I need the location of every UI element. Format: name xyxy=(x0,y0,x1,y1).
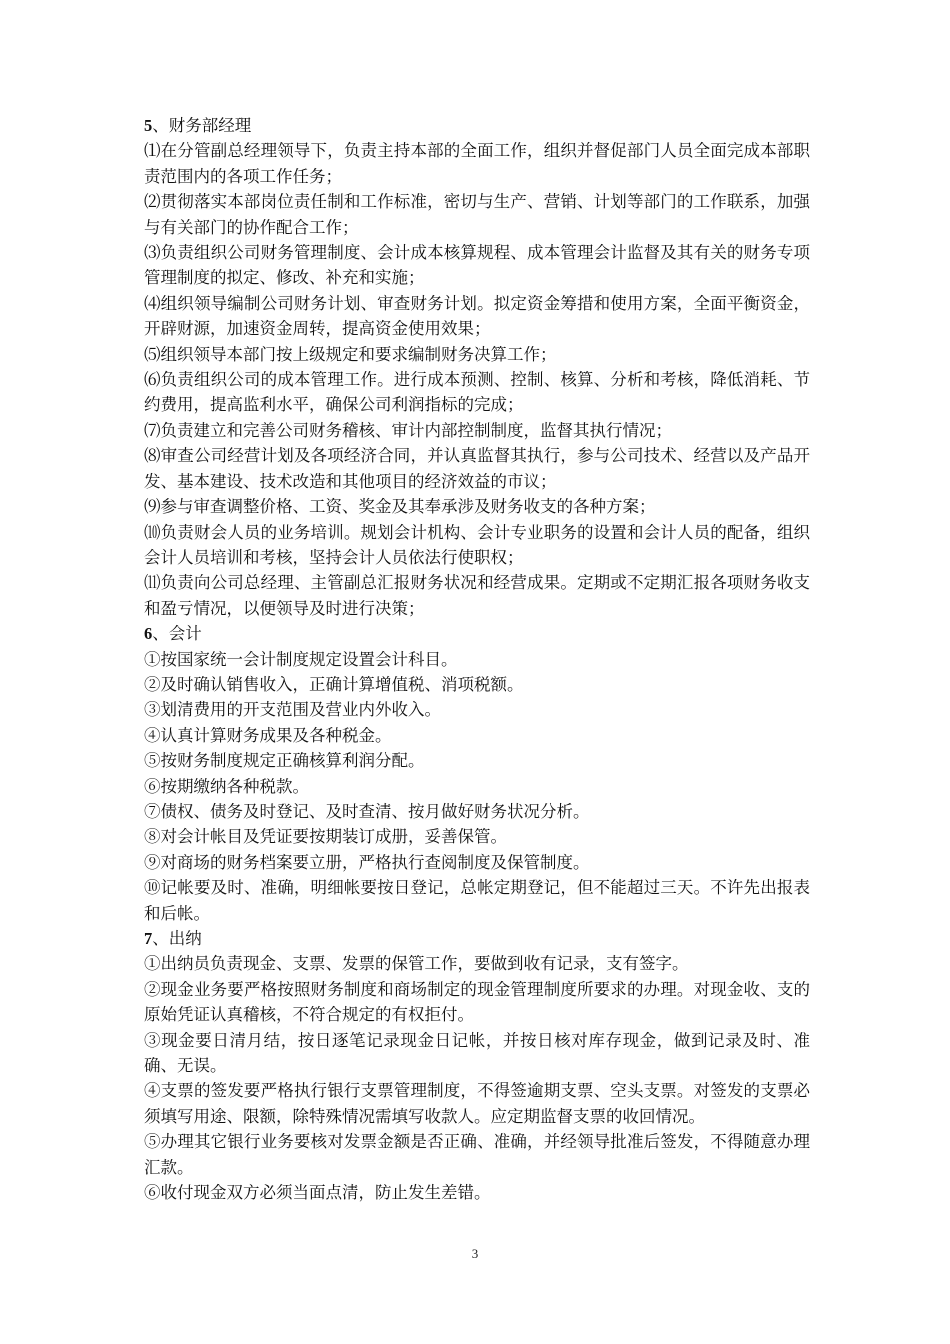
list-item: ⑦债权、债务及时登记、及时查清、按月做好财务状况分析。 xyxy=(144,801,590,821)
list-item: ③现金要日清月结，按日逐笔记录现金日记帐，并按日核对库存现金，做到记录及时、准确、无误。 xyxy=(144,1030,810,1076)
list-item: ⑨对商场的财务档案要立册，严格执行查阅制度及保管制度。 xyxy=(144,852,590,872)
list-item: ⑥按期缴纳各种税款。 xyxy=(144,776,309,796)
list-item: ⑷组织领导编制公司财务计划、审查财务计划。拟定资金筹措和使用方案，全面平衡资金，开辟财源，加速资金周转，提高资金使用效果； xyxy=(144,293,810,339)
section-number: 7 xyxy=(144,929,153,948)
list-item: ⑹负责组织公司的成本管理工作。进行成本预测、控制、核算、分析和考核，降低消耗、节约费用，提高监利水平，确保公司利润指标的完成； xyxy=(144,370,810,415)
list-item: ⑤办理其它银行业务要核对发票金额是否正确、准确，并经领导批准后签发，不得随意办理汇款。 xyxy=(144,1132,810,1177)
list-item: ⑩记帐要及时、准确，明细帐要按日登记，总帐定期登记，但不能超过三天。不许先出报表和后帐。 xyxy=(144,878,810,923)
list-item: ⑾负责向公司总经理、主管副总汇报财务状况和经营成果。定期或不定期汇报各项财务收支和盈亏情况，以便领导及时进行决策； xyxy=(144,573,810,618)
section-heading-5 xyxy=(144,113,810,138)
list-item: ⑥收付现金双方必须当面点清，防止发生差错。 xyxy=(144,1183,491,1203)
list-item: ④认真计算财务成果及各种税金。 xyxy=(144,725,392,745)
list-item: ⑼参与审查调整价格、工资、奖金及其奉承涉及财务收支的各种方案； xyxy=(144,497,656,517)
page-number: 3 xyxy=(471,1246,479,1261)
list-item: ①按国家统一会计制度规定设置会计科目。 xyxy=(144,649,458,669)
section-number: 5 xyxy=(144,116,153,135)
list-item: ①出纳员负责现金、支票、发票的保管工作，要做到收有记录，支有签字。 xyxy=(144,954,689,974)
list-item: ⑸组织领导本部门按上级规定和要求编制财务决算工作； xyxy=(144,344,557,364)
list-item: ②现金业务要严格按照财务制度和商场制定的现金管理制度所要求的办理。对现金收、支的原始凭证认真稽核，不符合规定的有权拒付。 xyxy=(144,979,810,1025)
section-title: 、出纳 xyxy=(152,929,202,948)
list-item: ②及时确认销售收入，正确计算增值税、消项税额。 xyxy=(144,674,524,694)
section-title: 、会计 xyxy=(152,624,202,644)
section-number: 6 xyxy=(144,624,153,644)
list-item: ⑺负责建立和完善公司财务稽核、审计内部控制制度，监督其执行情况； xyxy=(144,420,672,440)
list-item: ③划清费用的开支范围及营业内外收入。 xyxy=(144,700,441,720)
list-item: ④支票的签发要严格执行银行支票管理制度，不得签逾期支票、空头支票。对签发的支票必须填写用途、限额，除特殊情况需填写收款人。应定期监督支票的收回情况。 xyxy=(144,1081,810,1126)
list-item: ⑤按财务制度规定正确核算利润分配。 xyxy=(144,751,425,771)
section-heading-6 xyxy=(144,621,810,646)
list-item: ⑴在分管副总经理领导下，负责主持本部的全面工作，组织并督促部门人员全面完成本部职责范围内的各项工作任务； xyxy=(144,141,810,186)
list-item: ⑵贯彻落实本部岗位责任制和工作标准，密切与生产、营销、计划等部门的工作联系，加强与有关部门的协作配合工作； xyxy=(144,192,810,237)
section-title: 、财务部经理 xyxy=(152,116,252,135)
list-item: ⑻审查公司经营计划及各项经济合同，并认真监督其执行，参与公司技术、经营以及产品开发、基本建设、技术改造和其他项目的经济效益的市议； xyxy=(144,446,810,491)
list-item: ⑶负责组织公司财务管理制度、会计成本核算规程、成本管理会计监督及其有关的财务专项管理制度的拟定、修改、补充和实施； xyxy=(144,243,810,288)
section-heading-7 xyxy=(144,926,810,951)
list-item: ⑽负责财会人员的业务培训。规划会计机构、会计专业职务的设置和会计人员的配备，组织会计人员培训和考核，坚持会计人员依法行使职权； xyxy=(144,522,810,567)
document-body xyxy=(144,113,810,1205)
list-item: ⑧对会计帐目及凭证要按期装订成册，妥善保管。 xyxy=(144,827,507,847)
